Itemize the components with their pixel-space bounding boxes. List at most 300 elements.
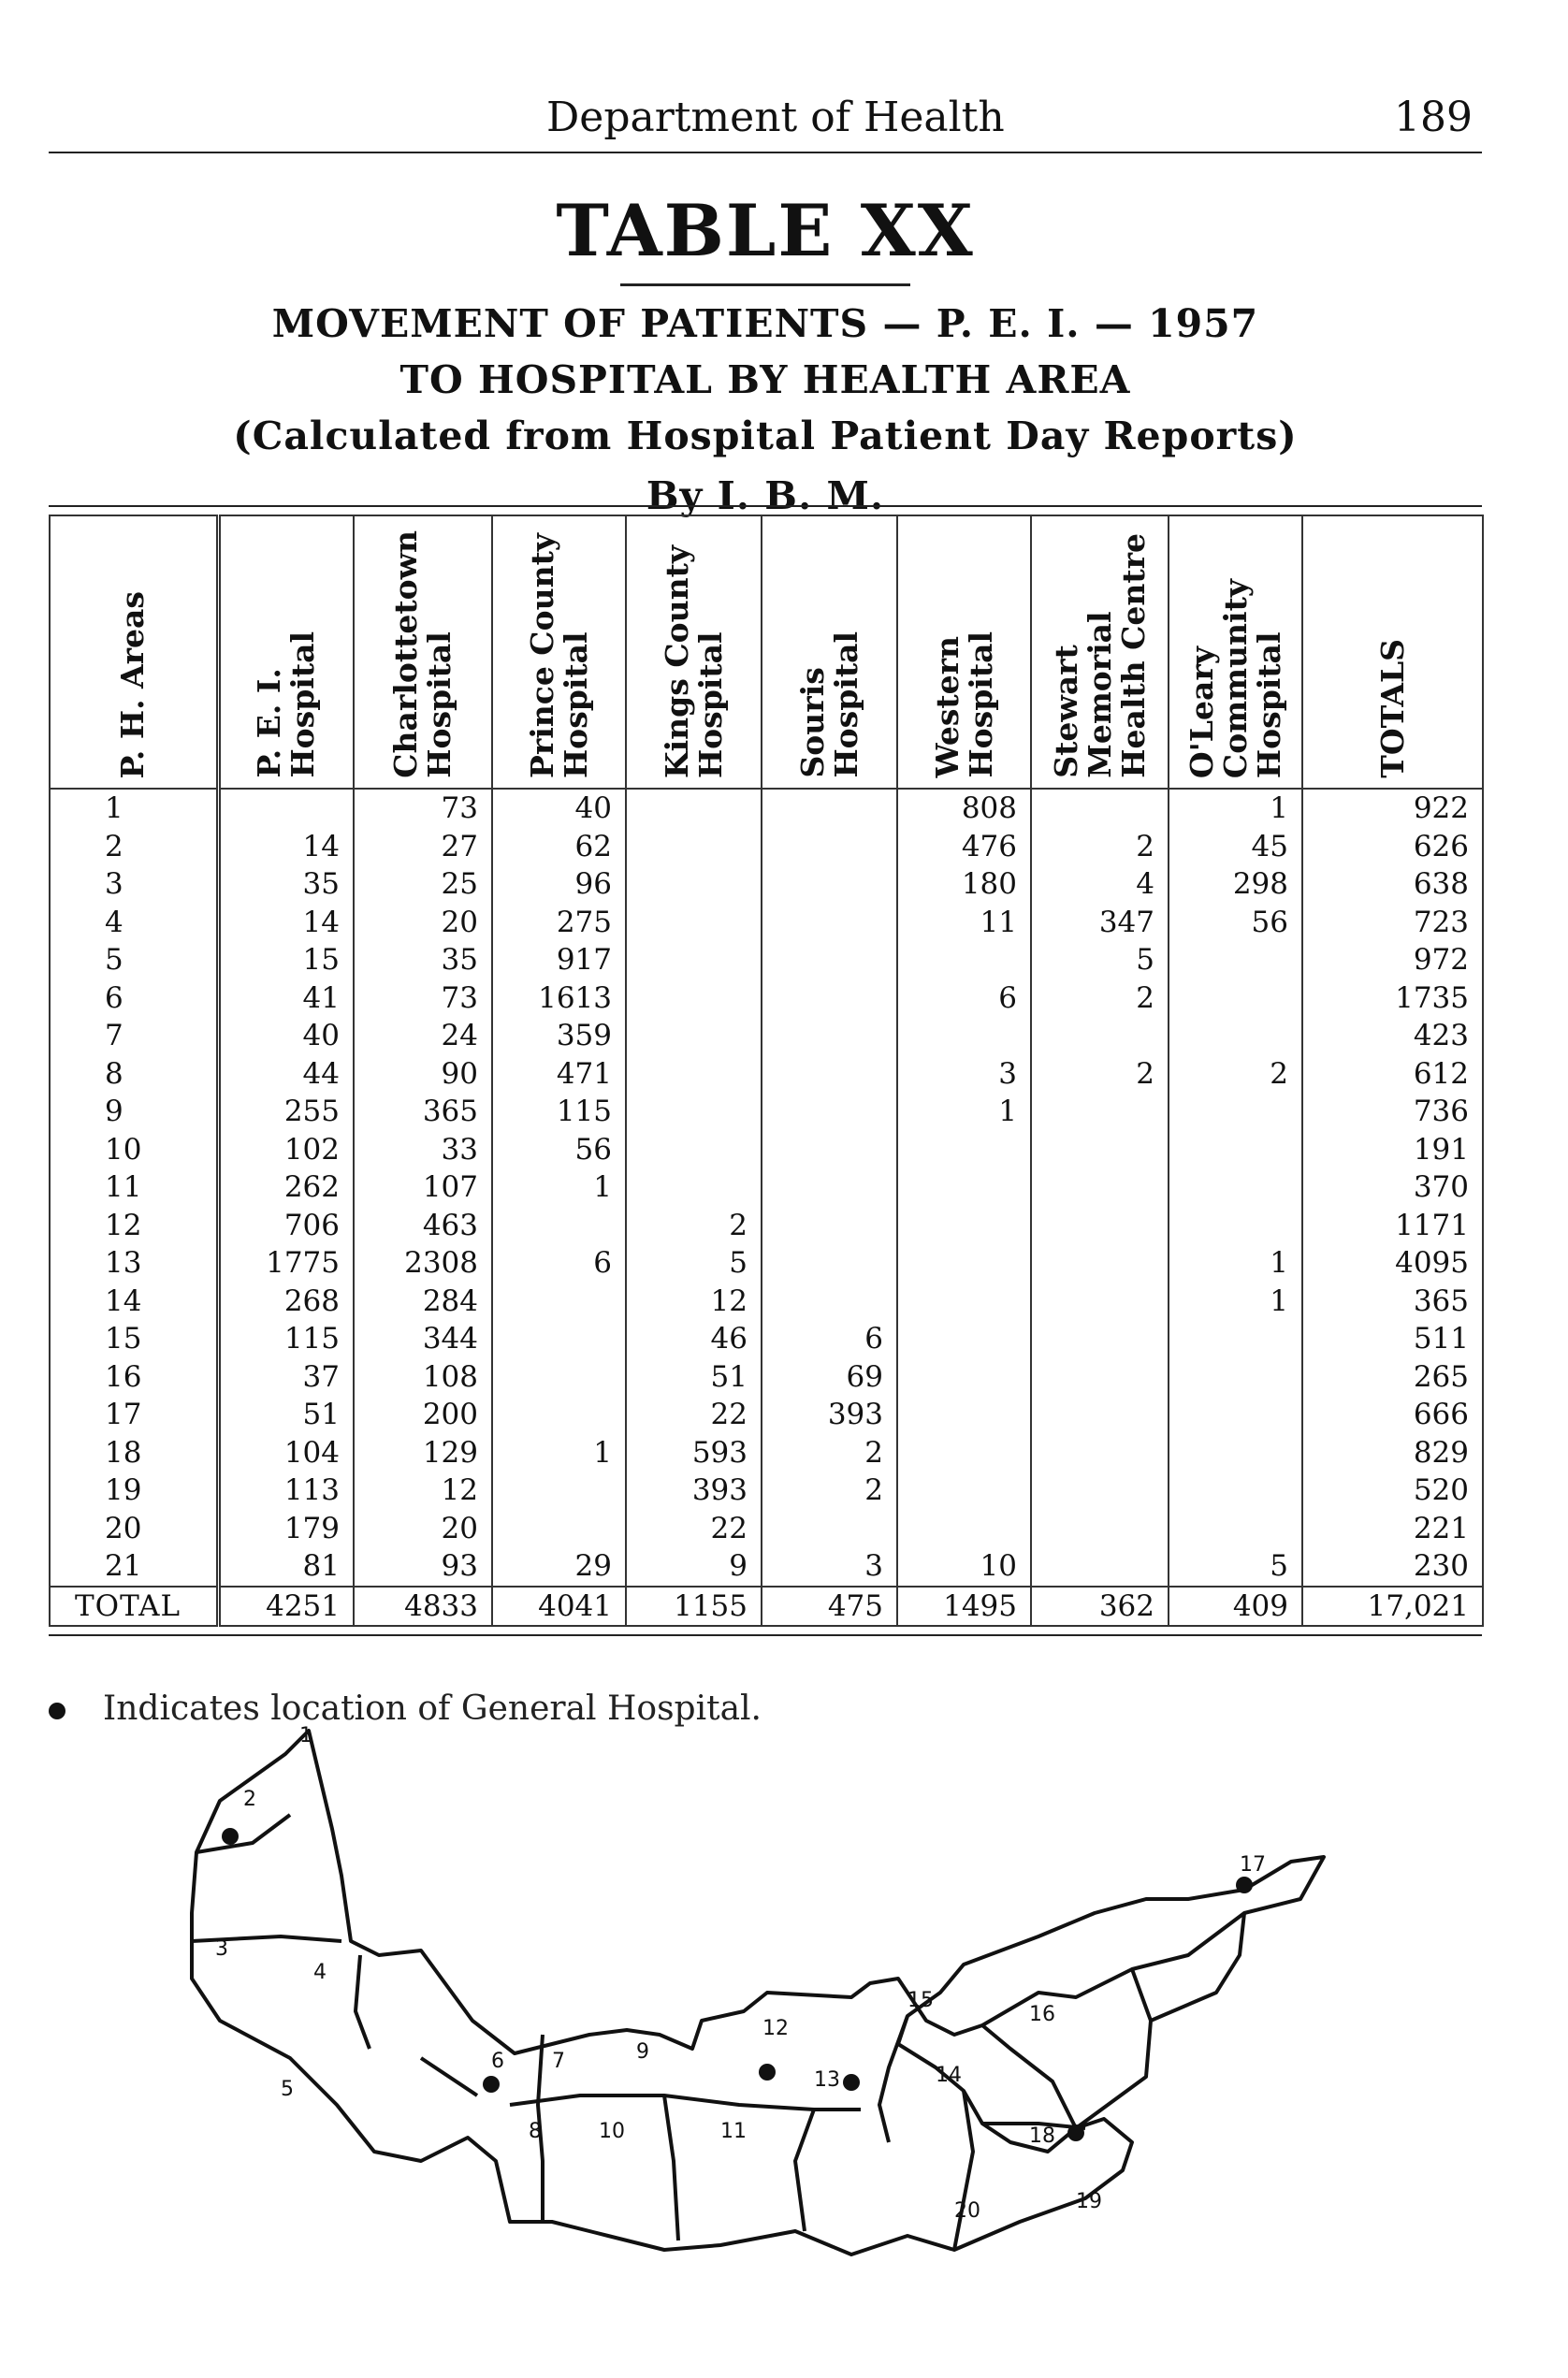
count-cell: 115 bbox=[218, 1320, 354, 1358]
count-cell: 255 bbox=[218, 1093, 354, 1131]
count-cell bbox=[1031, 1283, 1169, 1321]
count-cell: 90 bbox=[354, 1055, 492, 1094]
count-cell bbox=[492, 1320, 626, 1358]
count-cell: 393 bbox=[626, 1472, 762, 1510]
hospital-dot bbox=[843, 2074, 860, 2091]
total-cell: 265 bbox=[1302, 1358, 1483, 1397]
count-cell bbox=[1169, 1434, 1302, 1472]
count-cell: 471 bbox=[492, 1055, 626, 1094]
count-cell bbox=[1169, 1510, 1302, 1548]
count-cell: 1 bbox=[492, 1434, 626, 1472]
total-cell: 1735 bbox=[1302, 979, 1483, 1018]
count-cell: 25 bbox=[354, 865, 492, 904]
count-cell: 3 bbox=[897, 1055, 1031, 1094]
count-cell bbox=[897, 1168, 1031, 1207]
count-cell bbox=[762, 865, 897, 904]
table-row bbox=[50, 1510, 1483, 1548]
area-boundary bbox=[879, 2016, 907, 2142]
count-cell bbox=[762, 1283, 897, 1321]
count-cell bbox=[1169, 1207, 1302, 1245]
area-boundary bbox=[982, 2025, 1076, 2128]
count-cell bbox=[1169, 1396, 1302, 1434]
count-cell bbox=[1169, 1168, 1302, 1207]
area-cell: 19 bbox=[50, 1472, 218, 1510]
map-area-label: 2 bbox=[243, 1788, 256, 1811]
area-cell: 17 bbox=[50, 1396, 218, 1434]
hospital-dot-icon bbox=[49, 1703, 65, 1719]
area-cell: 8 bbox=[50, 1055, 218, 1094]
count-cell bbox=[1169, 1093, 1302, 1131]
count-cell: 362 bbox=[1031, 1587, 1169, 1627]
map-area-label: 1 bbox=[299, 1724, 312, 1747]
count-cell: 1 bbox=[1169, 1244, 1302, 1283]
map-area-label: 4 bbox=[313, 1961, 327, 1984]
area-cell: 18 bbox=[50, 1434, 218, 1472]
count-cell: 2 bbox=[1169, 1055, 1302, 1094]
count-cell bbox=[897, 1472, 1031, 1510]
column-header: Kings County Hospital bbox=[626, 515, 762, 789]
table-row bbox=[50, 1207, 1483, 1245]
count-cell: 35 bbox=[354, 941, 492, 979]
count-cell: 56 bbox=[1169, 904, 1302, 942]
data-table-wrap bbox=[49, 505, 1482, 1636]
pei-health-area-map bbox=[140, 1712, 1450, 2283]
count-cell bbox=[762, 1017, 897, 1055]
column-header: Western Hospital bbox=[897, 515, 1031, 789]
count-cell bbox=[492, 1396, 626, 1434]
count-cell: 275 bbox=[492, 904, 626, 942]
count-cell: 12 bbox=[626, 1283, 762, 1321]
total-row bbox=[50, 1587, 1483, 1627]
area-cell: 5 bbox=[50, 941, 218, 979]
count-cell: 463 bbox=[354, 1207, 492, 1245]
count-cell: 24 bbox=[354, 1017, 492, 1055]
count-cell: 22 bbox=[626, 1510, 762, 1548]
count-cell bbox=[897, 1017, 1031, 1055]
area-cell: 4 bbox=[50, 904, 218, 942]
map-area-label: 20 bbox=[954, 2199, 980, 2223]
total-cell: 230 bbox=[1302, 1547, 1483, 1587]
count-cell: 73 bbox=[354, 979, 492, 1018]
count-cell bbox=[626, 865, 762, 904]
count-cell: 15 bbox=[218, 941, 354, 979]
count-cell bbox=[1031, 1358, 1169, 1397]
count-cell: 45 bbox=[1169, 828, 1302, 866]
count-cell bbox=[1169, 941, 1302, 979]
byline: By I. B. M. bbox=[646, 473, 885, 518]
count-cell: 46 bbox=[626, 1320, 762, 1358]
map-area-label: 17 bbox=[1240, 1853, 1266, 1877]
subtitle-line: MOVEMENT OF PATIENTS — P. E. I. — 1957 bbox=[271, 301, 1259, 346]
count-cell bbox=[1031, 1510, 1169, 1548]
running-head: Department of Health bbox=[546, 94, 1005, 141]
count-cell bbox=[626, 1017, 762, 1055]
count-cell bbox=[762, 1093, 897, 1131]
count-cell: 409 bbox=[1169, 1587, 1302, 1627]
table-bottom-rule bbox=[49, 1634, 1482, 1636]
count-cell: 40 bbox=[492, 789, 626, 828]
count-cell bbox=[762, 979, 897, 1018]
map-area-label: 15 bbox=[907, 1989, 934, 2012]
area-cell: 1 bbox=[50, 789, 218, 828]
total-cell: 423 bbox=[1302, 1017, 1483, 1055]
count-cell: 2 bbox=[762, 1434, 897, 1472]
count-cell: 808 bbox=[897, 789, 1031, 828]
table-row bbox=[50, 1093, 1483, 1131]
column-header: TOTALS bbox=[1302, 515, 1483, 789]
count-cell: 298 bbox=[1169, 865, 1302, 904]
count-cell: 33 bbox=[354, 1131, 492, 1169]
count-cell bbox=[626, 828, 762, 866]
count-cell bbox=[626, 979, 762, 1018]
total-cell: 1171 bbox=[1302, 1207, 1483, 1245]
count-cell: 44 bbox=[218, 1055, 354, 1094]
count-cell: 1613 bbox=[492, 979, 626, 1018]
map-area-label: 5 bbox=[281, 2078, 294, 2101]
count-cell: 2 bbox=[1031, 828, 1169, 866]
map-area-label: 16 bbox=[1029, 2003, 1055, 2026]
area-cell: 6 bbox=[50, 979, 218, 1018]
area-cell: 21 bbox=[50, 1547, 218, 1587]
count-cell bbox=[1031, 1168, 1169, 1207]
patient-movement-table bbox=[49, 515, 1484, 1627]
count-cell: 284 bbox=[354, 1283, 492, 1321]
count-cell: 6 bbox=[897, 979, 1031, 1018]
map-area-label: 13 bbox=[814, 2068, 840, 2092]
total-cell: 638 bbox=[1302, 865, 1483, 904]
area-cell: 12 bbox=[50, 1207, 218, 1245]
count-cell: 27 bbox=[354, 828, 492, 866]
count-cell: 365 bbox=[354, 1093, 492, 1131]
count-cell: 12 bbox=[354, 1472, 492, 1510]
area-boundary bbox=[421, 2058, 477, 2095]
column-header: Charlottetown Hospital bbox=[354, 515, 492, 789]
table-row bbox=[50, 1283, 1483, 1321]
count-cell: 917 bbox=[492, 941, 626, 979]
area-cell: TOTAL bbox=[50, 1587, 218, 1627]
count-cell: 6 bbox=[762, 1320, 897, 1358]
count-cell bbox=[1031, 1547, 1169, 1587]
count-cell: 51 bbox=[626, 1358, 762, 1397]
table-row bbox=[50, 1131, 1483, 1169]
count-cell bbox=[897, 1320, 1031, 1358]
count-cell: 69 bbox=[762, 1358, 897, 1397]
page-number: 189 bbox=[1394, 94, 1473, 141]
area-cell: 13 bbox=[50, 1244, 218, 1283]
count-cell: 268 bbox=[218, 1283, 354, 1321]
column-header: O'Leary Community Hospital bbox=[1169, 515, 1302, 789]
count-cell bbox=[762, 1168, 897, 1207]
count-cell bbox=[1031, 1434, 1169, 1472]
table-row bbox=[50, 1547, 1483, 1587]
count-cell: 41 bbox=[218, 979, 354, 1018]
area-boundary bbox=[1151, 1913, 1244, 2021]
count-cell: 1 bbox=[492, 1168, 626, 1207]
count-cell bbox=[1169, 1358, 1302, 1397]
count-cell bbox=[1031, 1244, 1169, 1283]
count-cell bbox=[762, 789, 897, 828]
count-cell: 37 bbox=[218, 1358, 354, 1397]
count-cell: 1 bbox=[1169, 789, 1302, 828]
column-header: Stewart Memorial Health Centre bbox=[1031, 515, 1169, 789]
area-cell: 2 bbox=[50, 828, 218, 866]
count-cell bbox=[218, 789, 354, 828]
total-cell: 736 bbox=[1302, 1093, 1483, 1131]
hospital-dot bbox=[759, 2064, 776, 2081]
count-cell: 1495 bbox=[897, 1587, 1031, 1627]
count-cell: 262 bbox=[218, 1168, 354, 1207]
count-cell bbox=[1031, 1017, 1169, 1055]
count-cell: 113 bbox=[218, 1472, 354, 1510]
count-cell bbox=[897, 1283, 1031, 1321]
count-cell: 129 bbox=[354, 1434, 492, 1472]
count-cell bbox=[762, 1055, 897, 1094]
area-cell: 9 bbox=[50, 1093, 218, 1131]
count-cell bbox=[897, 1358, 1031, 1397]
count-cell: 593 bbox=[626, 1434, 762, 1472]
count-cell: 2 bbox=[1031, 979, 1169, 1018]
count-cell: 344 bbox=[354, 1320, 492, 1358]
count-cell bbox=[762, 1207, 897, 1245]
count-cell bbox=[762, 1244, 897, 1283]
count-cell bbox=[626, 1055, 762, 1094]
count-cell: 393 bbox=[762, 1396, 897, 1434]
count-cell: 200 bbox=[354, 1396, 492, 1434]
count-cell bbox=[626, 941, 762, 979]
count-cell: 9 bbox=[626, 1547, 762, 1587]
count-cell: 1155 bbox=[626, 1587, 762, 1627]
count-cell: 11 bbox=[897, 904, 1031, 942]
count-cell bbox=[1031, 1320, 1169, 1358]
count-cell: 475 bbox=[762, 1587, 897, 1627]
count-cell: 2 bbox=[1031, 1055, 1169, 1094]
page-header bbox=[49, 94, 1482, 153]
hospital-dot bbox=[483, 2076, 500, 2093]
count-cell: 5 bbox=[1031, 941, 1169, 979]
total-cell: 370 bbox=[1302, 1168, 1483, 1207]
count-cell: 40 bbox=[218, 1017, 354, 1055]
count-cell bbox=[626, 1131, 762, 1169]
total-cell: 666 bbox=[1302, 1396, 1483, 1434]
count-cell: 10 bbox=[897, 1547, 1031, 1587]
map-area-label: 11 bbox=[720, 2120, 747, 2143]
area-cell: 14 bbox=[50, 1283, 218, 1321]
table-row bbox=[50, 979, 1483, 1018]
area-boundary bbox=[356, 1955, 370, 2049]
table-row bbox=[50, 1358, 1483, 1397]
map-area-label: 6 bbox=[491, 2050, 504, 2073]
count-cell bbox=[897, 1434, 1031, 1472]
count-cell: 51 bbox=[218, 1396, 354, 1434]
count-cell: 56 bbox=[492, 1131, 626, 1169]
total-cell: 723 bbox=[1302, 904, 1483, 942]
total-cell: 221 bbox=[1302, 1510, 1483, 1548]
count-cell: 73 bbox=[354, 789, 492, 828]
count-cell: 35 bbox=[218, 865, 354, 904]
table-row bbox=[50, 865, 1483, 904]
total-cell: 520 bbox=[1302, 1472, 1483, 1510]
area-cell: 11 bbox=[50, 1168, 218, 1207]
total-cell: 191 bbox=[1302, 1131, 1483, 1169]
map-area-label: 10 bbox=[599, 2120, 625, 2143]
count-cell: 706 bbox=[218, 1207, 354, 1245]
count-cell bbox=[492, 1472, 626, 1510]
count-cell: 359 bbox=[492, 1017, 626, 1055]
subtitle-line: TO HOSPITAL BY HEALTH AREA bbox=[399, 357, 1131, 402]
area-boundary bbox=[954, 2091, 973, 2250]
hospital-dot bbox=[1236, 1877, 1253, 1893]
map-area-label: 18 bbox=[1029, 2124, 1055, 2148]
count-cell: 81 bbox=[218, 1547, 354, 1587]
count-cell: 1775 bbox=[218, 1244, 354, 1283]
count-cell: 3 bbox=[762, 1547, 897, 1587]
count-cell bbox=[1169, 1320, 1302, 1358]
count-cell bbox=[897, 1244, 1031, 1283]
total-cell: 829 bbox=[1302, 1434, 1483, 1472]
table-body bbox=[50, 789, 1483, 1626]
map-area-label: 8 bbox=[529, 2120, 542, 2143]
table-row bbox=[50, 1472, 1483, 1510]
total-cell: 365 bbox=[1302, 1283, 1483, 1321]
count-cell: 62 bbox=[492, 828, 626, 866]
count-cell: 1 bbox=[1169, 1283, 1302, 1321]
count-cell: 476 bbox=[897, 828, 1031, 866]
count-cell bbox=[1031, 1472, 1169, 1510]
total-cell: 922 bbox=[1302, 789, 1483, 828]
total-cell: 511 bbox=[1302, 1320, 1483, 1358]
count-cell bbox=[762, 904, 897, 942]
count-cell: 4833 bbox=[354, 1587, 492, 1627]
hospital-dot bbox=[222, 1828, 239, 1845]
column-header: Souris Hospital bbox=[762, 515, 897, 789]
count-cell: 96 bbox=[492, 865, 626, 904]
count-cell: 5 bbox=[626, 1244, 762, 1283]
count-cell bbox=[897, 1510, 1031, 1548]
table-row bbox=[50, 1434, 1483, 1472]
area-boundary bbox=[192, 1936, 341, 1941]
area-boundary bbox=[664, 2095, 678, 2240]
count-cell: 4 bbox=[1031, 865, 1169, 904]
count-cell bbox=[1169, 979, 1302, 1018]
title-rule bbox=[620, 283, 910, 286]
count-cell bbox=[1031, 1093, 1169, 1131]
table-title: TABLE XX bbox=[556, 189, 975, 272]
map-area-label: 3 bbox=[215, 1937, 228, 1961]
count-cell bbox=[492, 1358, 626, 1397]
count-cell: 93 bbox=[354, 1547, 492, 1587]
table-row bbox=[50, 789, 1483, 828]
count-cell: 108 bbox=[354, 1358, 492, 1397]
count-cell bbox=[897, 1207, 1031, 1245]
count-cell: 29 bbox=[492, 1547, 626, 1587]
count-cell: 347 bbox=[1031, 904, 1169, 942]
area-cell: 3 bbox=[50, 865, 218, 904]
count-cell: 1 bbox=[897, 1093, 1031, 1131]
count-cell bbox=[1031, 1131, 1169, 1169]
count-cell bbox=[1169, 1017, 1302, 1055]
area-cell: 10 bbox=[50, 1131, 218, 1169]
count-cell: 5 bbox=[1169, 1547, 1302, 1587]
count-cell: 115 bbox=[492, 1093, 626, 1131]
title-block bbox=[49, 189, 1482, 524]
count-cell bbox=[492, 1207, 626, 1245]
table-row bbox=[50, 1396, 1483, 1434]
area-cell: 7 bbox=[50, 1017, 218, 1055]
count-cell bbox=[762, 1510, 897, 1548]
count-cell: 2308 bbox=[354, 1244, 492, 1283]
count-cell bbox=[1031, 789, 1169, 828]
table-top-rule bbox=[49, 505, 1482, 507]
count-cell: 180 bbox=[897, 865, 1031, 904]
area-cell: 16 bbox=[50, 1358, 218, 1397]
hospital-dot bbox=[1067, 2124, 1084, 2141]
total-cell: 4095 bbox=[1302, 1244, 1483, 1283]
total-cell: 972 bbox=[1302, 941, 1483, 979]
count-cell bbox=[897, 941, 1031, 979]
count-cell bbox=[1169, 1472, 1302, 1510]
count-cell: 22 bbox=[626, 1396, 762, 1434]
count-cell: 20 bbox=[354, 1510, 492, 1548]
table-row bbox=[50, 828, 1483, 866]
count-cell: 4041 bbox=[492, 1587, 626, 1627]
count-cell bbox=[762, 941, 897, 979]
map-area-label: 14 bbox=[936, 2064, 962, 2087]
area-cell: 20 bbox=[50, 1510, 218, 1548]
table-row bbox=[50, 1244, 1483, 1283]
count-cell: 6 bbox=[492, 1244, 626, 1283]
subtitle-line: (Calculated from Hospital Patient Day Reports) bbox=[233, 413, 1298, 458]
table-row bbox=[50, 1168, 1483, 1207]
table-row bbox=[50, 941, 1483, 979]
count-cell bbox=[897, 1131, 1031, 1169]
count-cell: 102 bbox=[218, 1131, 354, 1169]
count-cell: 2 bbox=[626, 1207, 762, 1245]
count-cell bbox=[1169, 1131, 1302, 1169]
count-cell bbox=[1031, 1396, 1169, 1434]
total-cell: 626 bbox=[1302, 828, 1483, 866]
map-area-label: 9 bbox=[636, 2040, 649, 2064]
count-cell: 107 bbox=[354, 1168, 492, 1207]
table-row bbox=[50, 1017, 1483, 1055]
count-cell bbox=[762, 1131, 897, 1169]
total-cell: 17,021 bbox=[1302, 1587, 1483, 1627]
count-cell: 20 bbox=[354, 904, 492, 942]
count-cell: 14 bbox=[218, 828, 354, 866]
count-cell: 2 bbox=[762, 1472, 897, 1510]
island-outline bbox=[192, 1731, 1324, 2255]
map-area-label: 19 bbox=[1076, 2190, 1102, 2213]
column-header: P. H. Areas bbox=[50, 515, 218, 789]
count-cell bbox=[626, 904, 762, 942]
note-text: Indicates location of General Hospital. bbox=[103, 1689, 762, 1728]
map-area-label: 7 bbox=[552, 2050, 565, 2073]
count-cell bbox=[492, 1510, 626, 1548]
count-cell bbox=[626, 789, 762, 828]
map-area-label: 12 bbox=[762, 2017, 789, 2040]
count-cell bbox=[1031, 1207, 1169, 1245]
count-cell bbox=[626, 1093, 762, 1131]
total-cell: 612 bbox=[1302, 1055, 1483, 1094]
count-cell: 104 bbox=[218, 1434, 354, 1472]
table-row bbox=[50, 1320, 1483, 1358]
area-cell: 15 bbox=[50, 1320, 218, 1358]
count-cell bbox=[897, 1396, 1031, 1434]
count-cell: 179 bbox=[218, 1510, 354, 1548]
area-boundary bbox=[510, 2095, 861, 2110]
header-row bbox=[50, 515, 1483, 789]
table-row bbox=[50, 1055, 1483, 1094]
count-cell: 14 bbox=[218, 904, 354, 942]
